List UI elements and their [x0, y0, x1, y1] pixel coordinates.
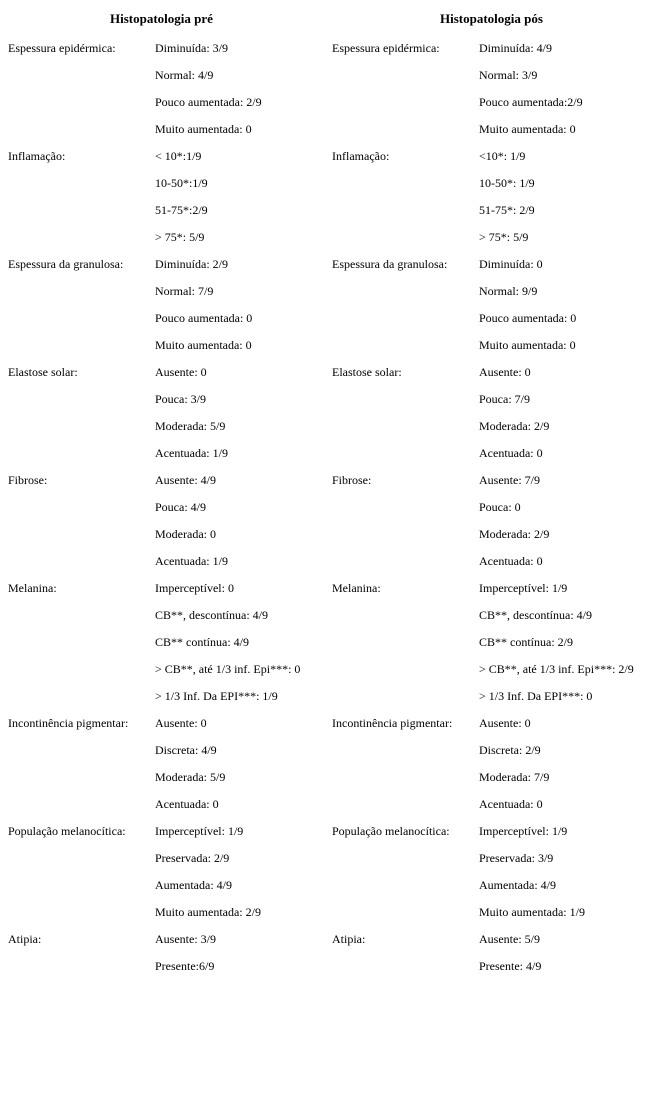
table-row: [6, 791, 666, 818]
pre-value: Pouco aumentada: 0: [155, 311, 253, 325]
pos-parameter-label: [330, 683, 477, 710]
pre-value: < 10*:1/9: [155, 149, 202, 163]
pos-value: Pouca: 0: [479, 500, 521, 514]
pos-parameter-label: [330, 386, 477, 413]
pos-parameter-label: [330, 197, 477, 224]
pre-parameter-label: Espessura epidérmica:: [8, 41, 116, 55]
pos-parameter-label: [330, 872, 477, 899]
pos-value: Acentuada: 0: [479, 554, 543, 568]
pos-parameter-label: População melanocítica:: [332, 824, 450, 838]
table-row: [6, 872, 666, 899]
pre-parameter-label: [6, 764, 153, 791]
pos-value: Normal: 9/9: [479, 284, 538, 298]
pre-value: Muito aumentada: 0: [155, 122, 252, 136]
pre-value: Discreta: 4/9: [155, 743, 217, 757]
pos-parameter-label: Incontinência pigmentar:: [332, 716, 453, 730]
pos-parameter-label: [330, 548, 477, 575]
pre-value: Acentuada: 1/9: [155, 554, 228, 568]
pre-parameter-label: [6, 494, 153, 521]
pos-parameter-label: [330, 332, 477, 359]
table-row: [6, 521, 666, 548]
pre-parameter-label: População melanocítica:: [8, 824, 126, 838]
pre-parameter-label: [6, 332, 153, 359]
table-row: [6, 413, 666, 440]
pre-parameter-label: [6, 548, 153, 575]
pos-parameter-label: [330, 116, 477, 143]
pos-value: Pouco aumentada:2/9: [479, 95, 583, 109]
pos-value: Acentuada: 0: [479, 797, 543, 811]
pre-value: Acentuada: 0: [155, 797, 219, 811]
pre-value: 51-75*:2/9: [155, 203, 208, 217]
pre-parameter-label: [6, 791, 153, 818]
table-row: [6, 386, 666, 413]
table-row: [6, 683, 666, 710]
pos-value: 51-75*: 2/9: [479, 203, 535, 217]
pos-value: Pouca: 7/9: [479, 392, 530, 406]
pos-value: Aumentada: 4/9: [479, 878, 556, 892]
pre-parameter-label: Incontinência pigmentar:: [8, 716, 129, 730]
pre-parameter-label: Espessura da granulosa:: [8, 257, 124, 271]
pre-value: Diminuída: 3/9: [155, 41, 228, 55]
table-row: [6, 764, 666, 791]
pre-parameter-label: [6, 440, 153, 467]
pos-parameter-label: [330, 791, 477, 818]
pre-parameter-label: Atipia:: [8, 932, 42, 946]
pre-value: > 1/3 Inf. Da EPI***: 1/9: [155, 689, 278, 703]
pre-parameter-label: Inflamação:: [8, 149, 66, 163]
pos-value: <10*: 1/9: [479, 149, 526, 163]
table-row: [6, 953, 666, 980]
pre-value: > 75*: 5/9: [155, 230, 205, 244]
pos-value: CB** contínua: 2/9: [479, 635, 573, 649]
pre-value: Ausente: 3/9: [155, 932, 216, 946]
table-row: [6, 440, 666, 467]
pre-parameter-label: [6, 116, 153, 143]
pos-parameter-label: [330, 845, 477, 872]
pre-value: Pouco aumentada: 2/9: [155, 95, 262, 109]
pre-parameter-label: [6, 305, 153, 332]
pos-parameter-label: Espessura epidérmica:: [332, 41, 440, 55]
pos-parameter-label: [330, 656, 477, 683]
pre-value: CB** contínua: 4/9: [155, 635, 249, 649]
table-row: [6, 548, 666, 575]
pre-parameter-label: [6, 656, 153, 683]
pre-value: Ausente: 4/9: [155, 473, 216, 487]
pre-parameter-label: [6, 170, 153, 197]
table-row: [6, 602, 666, 629]
pos-parameter-label: [330, 170, 477, 197]
pos-value: Acentuada: 0: [479, 446, 543, 460]
pre-value: Moderada: 0: [155, 527, 216, 541]
table-row: [6, 710, 666, 737]
pre-parameter-label: [6, 737, 153, 764]
pos-value: Imperceptível: 1/9: [479, 581, 568, 595]
table-row: [6, 494, 666, 521]
table-row: [6, 89, 666, 116]
pos-parameter-label: Espessura da granulosa:: [332, 257, 448, 271]
pre-parameter-label: [6, 953, 153, 980]
pos-value: Ausente: 0: [479, 365, 531, 379]
pos-parameter-label: [330, 305, 477, 332]
pos-parameter-label: [330, 440, 477, 467]
table-row: [6, 305, 666, 332]
pre-value: 10-50*:1/9: [155, 176, 208, 190]
pos-value: Presente: 4/9: [479, 959, 542, 973]
table-row: [6, 116, 666, 143]
table-row: [6, 35, 666, 62]
pos-value: Discreta: 2/9: [479, 743, 541, 757]
pre-parameter-label: [6, 197, 153, 224]
pre-parameter-label: [6, 683, 153, 710]
pos-value: Muito aumentada: 0: [479, 122, 576, 136]
table-row: [6, 224, 666, 251]
table-row: [6, 926, 666, 953]
pre-parameter-label: [6, 602, 153, 629]
pos-parameter-label: Fibrose:: [332, 473, 372, 487]
pos-parameter-label: [330, 521, 477, 548]
pos-parameter-label: [330, 764, 477, 791]
pre-parameter-label: Elastose solar:: [8, 365, 78, 379]
pre-parameter-label: [6, 629, 153, 656]
pos-value: Ausente: 0: [479, 716, 531, 730]
pre-value: Imperceptível: 0: [155, 581, 234, 595]
pos-value: CB**, descontínua: 4/9: [479, 608, 592, 622]
pos-value: Moderada: 7/9: [479, 770, 550, 784]
pos-value: > 75*: 5/9: [479, 230, 529, 244]
table-row: [6, 656, 666, 683]
pre-value: Muito aumentada: 2/9: [155, 905, 261, 919]
table-row: [6, 818, 666, 845]
pos-value: Moderada: 2/9: [479, 419, 550, 433]
pos-value: Moderada: 2/9: [479, 527, 550, 541]
pos-value: Preservada: 3/9: [479, 851, 554, 865]
pos-parameter-label: Inflamação:: [332, 149, 390, 163]
pre-value: Pouca: 4/9: [155, 500, 206, 514]
pos-parameter-label: Atipia:: [332, 932, 366, 946]
table-row: [6, 575, 666, 602]
pre-parameter-label: Melanina:: [8, 581, 57, 595]
table-row: [6, 170, 666, 197]
table-row: [6, 845, 666, 872]
table-row: [6, 251, 666, 278]
pos-parameter-label: [330, 224, 477, 251]
pos-value: > CB**, até 1/3 inf. Epi***: 2/9: [479, 662, 634, 676]
pos-parameter-label: [330, 413, 477, 440]
pos-parameter-label: [330, 62, 477, 89]
pre-parameter-label: [6, 413, 153, 440]
pos-parameter-label: [330, 494, 477, 521]
pos-value: > 1/3 Inf. Da EPI***: 0: [479, 689, 593, 703]
pos-value: Pouco aumentada: 0: [479, 311, 577, 325]
pre-value: Acentuada: 1/9: [155, 446, 228, 460]
pre-value: Ausente: 0: [155, 365, 207, 379]
pos-value: Imperceptível: 1/9: [479, 824, 568, 838]
pre-parameter-label: [6, 89, 153, 116]
table-row: [6, 899, 666, 926]
pos-value: Normal: 3/9: [479, 68, 538, 82]
pos-value: Ausente: 5/9: [479, 932, 540, 946]
table-row: [6, 737, 666, 764]
pre-parameter-label: [6, 899, 153, 926]
pos-parameter-label: [330, 953, 477, 980]
pre-value: Normal: 7/9: [155, 284, 214, 298]
pos-value: Diminuída: 4/9: [479, 41, 552, 55]
pos-value: Ausente: 7/9: [479, 473, 540, 487]
histopathology-table-body: [6, 35, 666, 980]
table-row: [6, 359, 666, 386]
pos-parameter-label: Elastose solar:: [332, 365, 402, 379]
pre-parameter-label: [6, 386, 153, 413]
pre-value: Preservada: 2/9: [155, 851, 230, 865]
pos-value: Muito aumentada: 1/9: [479, 905, 585, 919]
table-row: [6, 278, 666, 305]
table-row: [6, 467, 666, 494]
header-histopatologia-pre: Histopatologia pré: [110, 11, 213, 26]
pre-parameter-label: [6, 62, 153, 89]
pre-value: CB**, descontínua: 4/9: [155, 608, 268, 622]
pre-value: Aumentada: 4/9: [155, 878, 232, 892]
pre-value: Diminuída: 2/9: [155, 257, 228, 271]
pre-parameter-label: [6, 845, 153, 872]
pre-value: Ausente: 0: [155, 716, 207, 730]
pre-value: Muito aumentada: 0: [155, 338, 252, 352]
pre-value: Moderada: 5/9: [155, 770, 226, 784]
pos-parameter-label: [330, 602, 477, 629]
header-histopatologia-pos: Histopatologia pós: [440, 11, 543, 26]
pos-parameter-label: [330, 89, 477, 116]
pos-parameter-label: [330, 278, 477, 305]
pos-value: Muito aumentada: 0: [479, 338, 576, 352]
table-row: [6, 629, 666, 656]
pos-parameter-label: [330, 629, 477, 656]
pos-parameter-label: [330, 899, 477, 926]
pre-parameter-label: Fibrose:: [8, 473, 48, 487]
table-row: [6, 62, 666, 89]
pos-value: Diminuída: 0: [479, 257, 543, 271]
pre-parameter-label: [6, 872, 153, 899]
pre-value: Normal: 4/9: [155, 68, 214, 82]
table-row: [6, 332, 666, 359]
pre-value: > CB**, até 1/3 inf. Epi***: 0: [155, 662, 301, 676]
pre-value: Imperceptível: 1/9: [155, 824, 244, 838]
pre-value: Pouca: 3/9: [155, 392, 206, 406]
table-row: [6, 197, 666, 224]
table-row: [6, 143, 666, 170]
pre-value: Presente:6/9: [155, 959, 215, 973]
pos-parameter-label: Melanina:: [332, 581, 381, 595]
histopathology-table: [6, 35, 666, 980]
pre-parameter-label: [6, 224, 153, 251]
pre-value: Moderada: 5/9: [155, 419, 226, 433]
pre-parameter-label: [6, 278, 153, 305]
pre-parameter-label: [6, 521, 153, 548]
pos-value: 10-50*: 1/9: [479, 176, 535, 190]
pos-parameter-label: [330, 737, 477, 764]
